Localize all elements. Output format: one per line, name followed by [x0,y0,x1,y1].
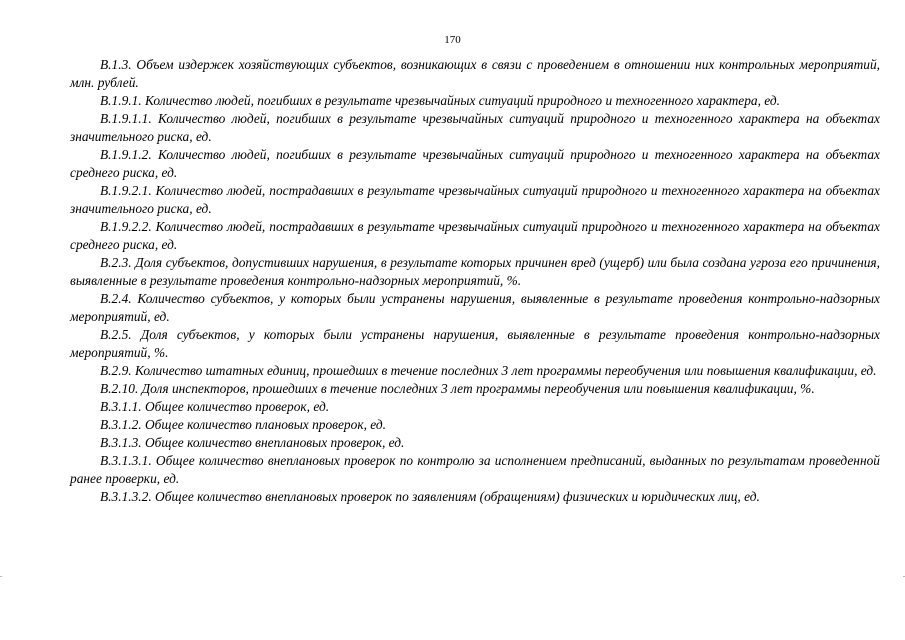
paragraph-v-2-9: В.2.9. Количество штатных единиц, прошедших в течение последних 3 лет программы переобучения или повышения квалификации, ед. [100,363,877,378]
page-number: 170 [444,34,461,46]
paragraph-v-1-9-1-2: В.1.9.1.2. Количество людей, погибших в результате чрезвычайных ситуаций природного и техногенного характера на объектах среднего риска, ед. [70,147,880,180]
paragraph-v-3-1-3-1: В.3.1.3.1. Общее количество внеплановых проверок по контролю за исполнением предписаний, выданных по результатам проведенной ранее проверки, ед. [70,453,880,486]
paragraph-v-1-9-2-2: В.1.9.2.2. Количество людей, пострадавших в результате чрезвычайных ситуаций природного и техногенного характера на объектах среднего риска, ед. [70,219,880,252]
document-body [70,56,880,506]
paragraph-v-3-1-3-2: В.3.1.3.2. Общее количество внеплановых проверок по заявлениям (обращениям) физических и юридических лиц, ед. [100,489,760,504]
paragraph-v-3-1-2: В.3.1.2. Общее количество плановых проверок, ед. [100,417,387,432]
left-edge-mark [0,576,2,577]
paragraph-v-1-3: В.1.3. Объем издержек хозяйствующих субъектов, возникающих в связи с проведением в отношении них контрольных мероприятий, млн. рублей. [70,57,880,90]
paragraph-v-3-1-3: В.3.1.3. Общее количество внеплановых проверок, ед. [100,435,405,450]
paragraph-v-2-10: В.2.10. Доля инспекторов, прошедших в течение последних 3 лет программы переобучения или повышения квалификации, %. [100,381,815,396]
paragraph-v-3-1-1: В.3.1.1. Общее количество проверок, ед. [100,399,330,414]
paragraph-v-2-3: В.2.3. Доля субъектов, допустивших нарушения, в результате которых причинен вред (ущерб) или была создана угроза его причинения, выявленные в результате проведения контрольно-надзорных мероприятий, %. [70,255,880,288]
paragraph-v-1-9-1: В.1.9.1. Количество людей, погибших в результате чрезвычайных ситуаций природного и техногенного характера, ед. [100,93,781,108]
paragraph-v-1-9-1-1: В.1.9.1.1. Количество людей, погибших в результате чрезвычайных ситуаций природного и техногенного характера на объектах значительного риска, ед. [70,111,880,144]
paragraph-v-1-9-2-1: В.1.9.2.1. Количество людей, пострадавших в результате чрезвычайных ситуаций природного и техногенного характера на объектах значительного риска, ед. [70,183,880,216]
paragraph-v-2-5: В.2.5. Доля субъектов, у которых были устранены нарушения, выявленные в результате проведения контрольно-надзорных мероприятий, %. [70,327,880,360]
paragraph-v-2-4: В.2.4. Количество субъектов, у которых были устранены нарушения, выявленные в результате проведения контрольно-надзорных мероприятий, ед. [70,291,880,324]
